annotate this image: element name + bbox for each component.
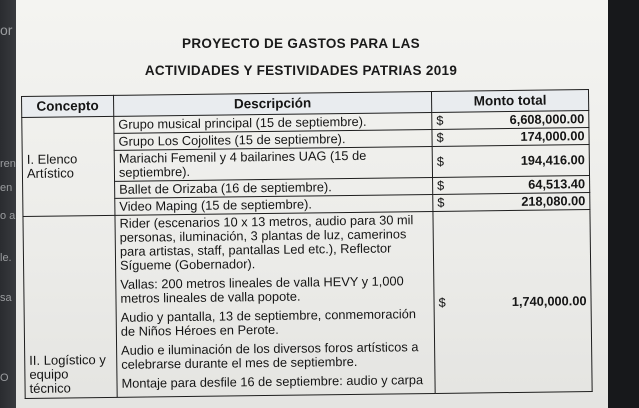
bg-fragment: ren bbox=[0, 158, 16, 170]
row-description: Grupo musical principal (15 de septiembre). bbox=[114, 112, 432, 133]
header-amount: Monto total bbox=[431, 90, 588, 113]
table-row bbox=[23, 210, 592, 399]
amount-value: 218,080.00 bbox=[521, 193, 586, 209]
currency-symbol: $ bbox=[437, 177, 445, 193]
row-description: Mariachi Femenil y 4 bailarines UAG (15 de septiembre). bbox=[114, 146, 432, 181]
list-item: Audio y pantalla, 13 de septiembre, conmemoración de Niños Héroes en Perote. bbox=[120, 306, 416, 339]
bg-fragment: O bbox=[0, 372, 9, 384]
currency-symbol: $ bbox=[436, 153, 445, 169]
row-amount bbox=[432, 145, 589, 178]
row-amount bbox=[432, 111, 589, 130]
list-item: Montaje para desfile 16 de septiembre: audio y carpa bbox=[121, 372, 424, 391]
row-amount bbox=[433, 210, 592, 394]
currency-symbol: $ bbox=[436, 112, 444, 128]
amount-value: 6,608,000.00 bbox=[509, 111, 585, 128]
list-item: Audio e iluminación de los diversos foros artísticos a celebrarse durante el mes de septiembre. bbox=[121, 339, 419, 372]
list-item: Rider (escenarios 10 x 13 metros, audio para 30 mil personas, iluminación, 3 plantas de luz, camerinos para artistas, staff, pantallas Led etc.), Reflector Sígueme (Gobernador). bbox=[119, 212, 414, 273]
document-title-line-2: ACTIVIDADES Y FESTIVIDADES PATRIAS 2019 bbox=[144, 63, 458, 78]
row-description: Grupo Los Cojolites (15 de septiembre). bbox=[114, 129, 432, 150]
row-amount bbox=[433, 176, 590, 195]
amount-value: 64,513.40 bbox=[528, 176, 586, 192]
header-concept: Concepto bbox=[22, 95, 114, 117]
row-description-list bbox=[115, 211, 435, 397]
header-description: Descripción bbox=[113, 91, 431, 116]
row-description: Video Maping (15 de septiembre). bbox=[115, 194, 433, 215]
list-item: Vallas: 200 metros lineales de valla HEVY y 1,000 metros lineales de valla popote. bbox=[120, 273, 404, 306]
document-title-line-1: PROYECTO DE GASTOS PARA LAS bbox=[182, 36, 420, 51]
currency-symbol: $ bbox=[436, 129, 444, 145]
background-window-edge-right bbox=[607, 0, 639, 408]
bg-fragment: en bbox=[0, 182, 13, 194]
currency-symbol: $ bbox=[438, 294, 446, 310]
row-description: Ballet de Orizaba (16 de septiembre). bbox=[115, 177, 433, 198]
bg-fragment: or bbox=[0, 22, 13, 38]
amount-value: 1,740,000.00 bbox=[511, 292, 587, 309]
concept-elenco-artistico: I. Elenco Artístico bbox=[22, 116, 115, 216]
expense-table bbox=[21, 89, 593, 399]
bg-fragment: sa bbox=[0, 292, 12, 304]
concept-logistico: II. Logístico y equipo técnico bbox=[23, 215, 117, 398]
row-amount bbox=[433, 193, 590, 212]
amount-value: 174,000.00 bbox=[520, 128, 585, 144]
bg-fragment: le. bbox=[0, 252, 12, 264]
row-amount bbox=[432, 128, 589, 147]
bg-fragment: o a bbox=[0, 210, 16, 222]
currency-symbol: $ bbox=[437, 194, 445, 210]
amount-value: 194,416.00 bbox=[520, 152, 585, 168]
document-page bbox=[16, 0, 608, 408]
